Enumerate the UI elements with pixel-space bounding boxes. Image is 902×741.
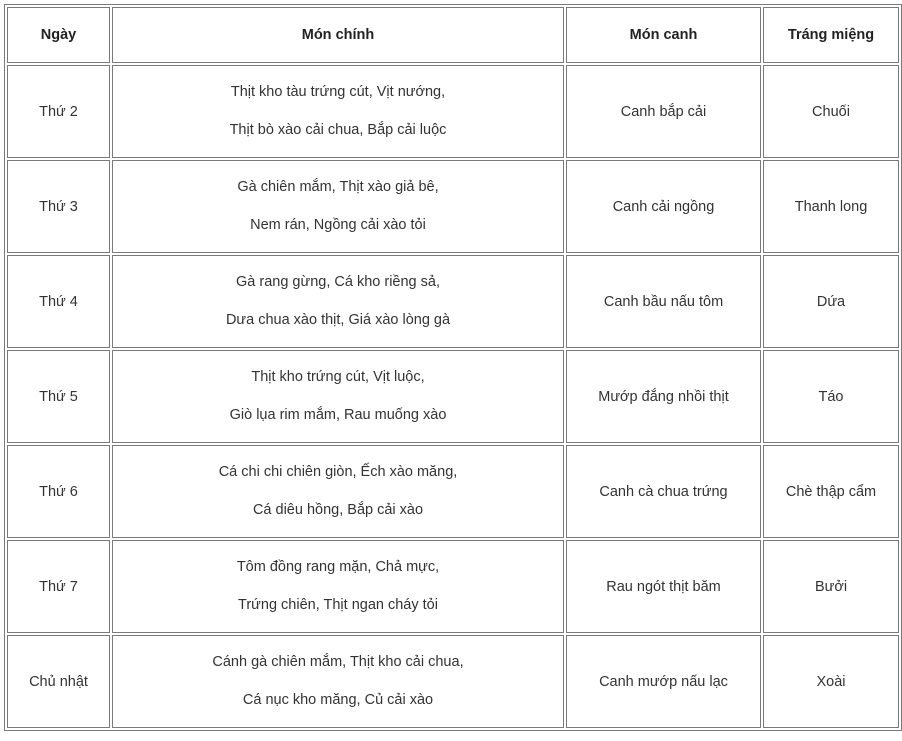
- main-dish-line: Gà rang gừng, Cá kho riềng sả,: [236, 274, 440, 290]
- main-dish-cell: [112, 445, 564, 538]
- dessert-cell: Bưởi: [763, 540, 899, 633]
- day-cell: Chủ nhật: [7, 635, 110, 728]
- header-soup: Món canh: [566, 7, 761, 63]
- table-row: [7, 540, 899, 633]
- soup-cell: Canh cải ngồng: [566, 160, 761, 253]
- main-dish-line: Cánh gà chiên mắm, Thịt kho cải chua,: [212, 654, 464, 670]
- day-cell: Thứ 5: [7, 350, 110, 443]
- main-dish-line: Thịt bò xào cải chua, Bắp cải luộc: [229, 122, 447, 138]
- main-dish-cell: [112, 160, 564, 253]
- day-cell: Thứ 4: [7, 255, 110, 348]
- table-row: [7, 350, 899, 443]
- table-row: [7, 160, 899, 253]
- dessert-cell: Chuối: [763, 65, 899, 158]
- soup-cell: Canh cà chua trứng: [566, 445, 761, 538]
- main-dish-cell: [112, 540, 564, 633]
- weekly-menu-table: [4, 4, 902, 731]
- day-cell: Thứ 7: [7, 540, 110, 633]
- soup-cell: Rau ngót thịt băm: [566, 540, 761, 633]
- dessert-cell: Dứa: [763, 255, 899, 348]
- day-cell: Thứ 2: [7, 65, 110, 158]
- dessert-cell: Chè thập cẩm: [763, 445, 899, 538]
- main-dish-line: Nem rán, Ngồng cải xào tỏi: [250, 217, 426, 233]
- main-dish-line: Tôm đồng rang mặn, Chả mực,: [236, 559, 440, 575]
- day-cell: Thứ 3: [7, 160, 110, 253]
- menu-table-container: [4, 4, 898, 731]
- main-dish-line: Giò lụa rim mắm, Rau muống xào: [229, 407, 447, 423]
- header-day: Ngày: [7, 7, 110, 63]
- main-dish-cell: [112, 255, 564, 348]
- main-dish-cell: [112, 65, 564, 158]
- dessert-cell: Thanh long: [763, 160, 899, 253]
- main-dish-cell: [112, 350, 564, 443]
- table-row: [7, 445, 899, 538]
- main-dish-line: Gà chiên mắm, Thịt xào giả bê,: [237, 179, 439, 195]
- header-row: [7, 7, 899, 63]
- soup-cell: Mướp đắng nhồi thịt: [566, 350, 761, 443]
- day-cell: Thứ 6: [7, 445, 110, 538]
- dessert-cell: Xoài: [763, 635, 899, 728]
- main-dish-cell: [112, 635, 564, 728]
- main-dish-line: Cá chi chi chiên giòn, Ếch xào măng,: [218, 464, 458, 480]
- soup-cell: Canh bắp cải: [566, 65, 761, 158]
- table-row: [7, 635, 899, 728]
- table-row: [7, 65, 899, 158]
- main-dish-line: Dưa chua xào thịt, Giá xào lòng gà: [225, 312, 451, 328]
- soup-cell: Canh bầu nấu tôm: [566, 255, 761, 348]
- soup-cell: Canh mướp nấu lạc: [566, 635, 761, 728]
- main-dish-line: Thịt kho tàu trứng cút, Vịt nướng,: [230, 84, 446, 100]
- table-row: [7, 255, 899, 348]
- main-dish-line: Cá diêu hồng, Bắp cải xào: [252, 502, 424, 518]
- header-dessert: Tráng miệng: [763, 7, 899, 63]
- dessert-cell: Táo: [763, 350, 899, 443]
- main-dish-line: Trứng chiên, Thịt ngan cháy tỏi: [238, 597, 438, 613]
- main-dish-line: Cá nục kho măng, Củ cải xào: [242, 692, 434, 708]
- main-dish-line: Thịt kho trứng cút, Vịt luộc,: [251, 369, 425, 385]
- header-main-dish: Món chính: [112, 7, 564, 63]
